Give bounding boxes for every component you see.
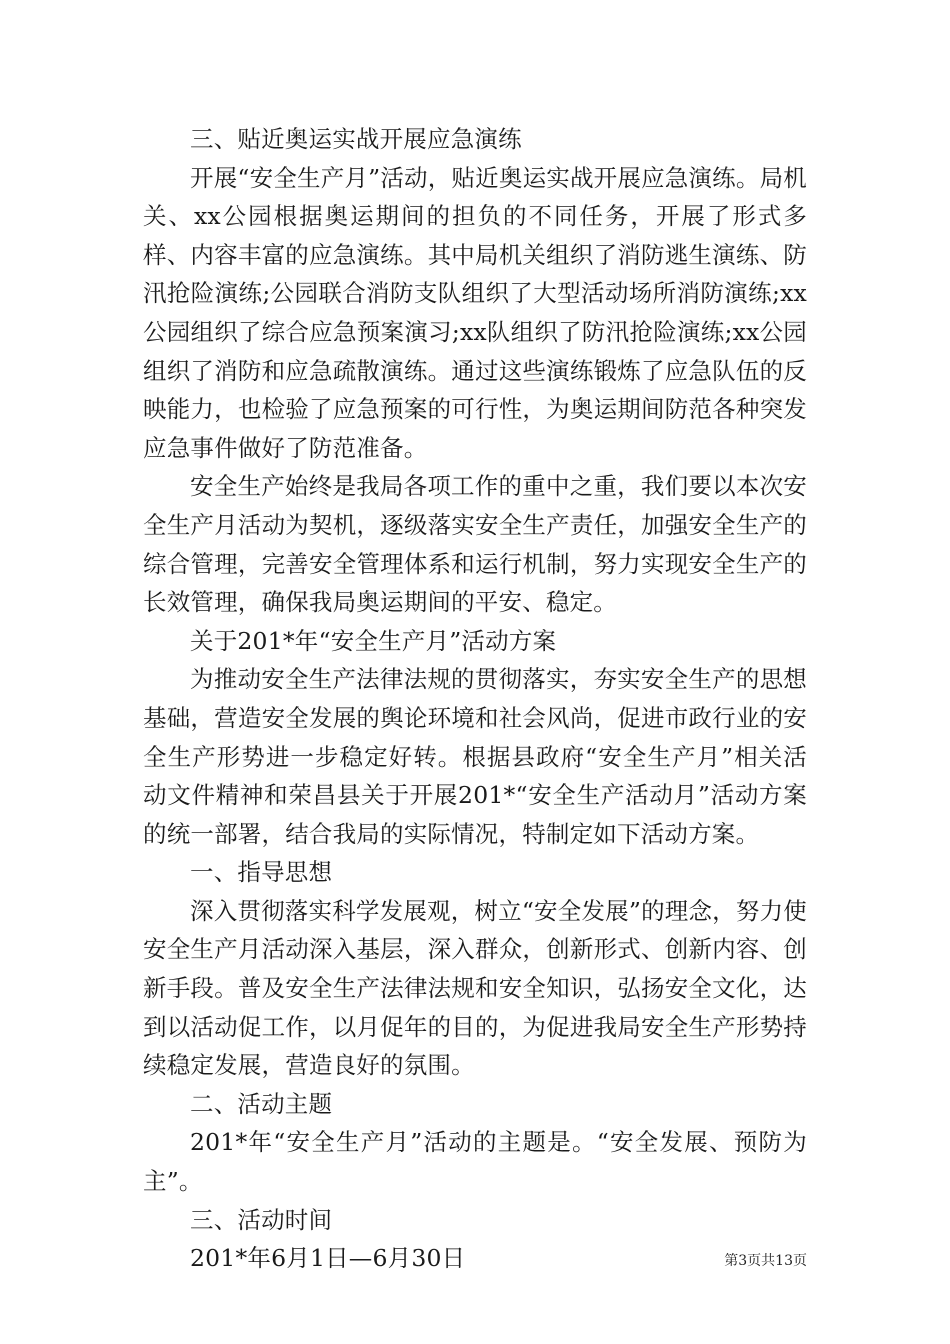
section-heading-drill: 三、贴近奥运实战开展应急演练 — [190, 125, 522, 153]
paragraph-guiding: 深入贯彻落实科学发展观，树立“安全发展”的理念，努力使安全生产月活动深入基层，深入群众，创新形式、创新内容、创新手段。普及安全生产法律法规和安全知识，弘扬安全文化，达到以活动促工作，以月促年的目的，为促进我局安全生产形势持续稳定发展，营造良好的氛围。 — [143, 896, 807, 1080]
document-body — [143, 120, 807, 1278]
plan-title: 关于201*年“安全生产月”活动方案 — [190, 626, 557, 655]
section-heading-time: 三、活动时间 — [190, 1205, 333, 1234]
page-number: 第3页共13页 — [724, 1253, 807, 1269]
paragraph-theme: 201*年“安全生产月”活动的主题是。“安全发展、预防为主”。 — [143, 1128, 807, 1196]
paragraph-drill: 开展“安全生产月”活动，贴近奥运实战开展应急演练。局机关、xx公园根据奥运期间的担负的不同任务，开展了形式多样、内容丰富的应急演练。其中局机关组织了消防逃生演练、防汛抢险演练;公园联合消防支队组织了大型活动场所消防演练;xx公园组织了综合应急预案演习;xx队组织了防汛抢险演练;xx公园组织了消防和应急疏散演练。通过这些演练锻炼了应急队伍的反映能力，也检验了应急预案的可行性，为奥运期间防范各种突发应急事件做好了防范准备。 — [143, 163, 807, 462]
paragraph-plan-intro: 为推动安全生产法律法规的贯彻落实，夯实安全生产的思想基础，营造安全发展的舆论环境和社会风尚，促进市政行业的安全生产形势进一步稳定好转。根据县政府“安全生产月”相关活动文件精神和荣昌县关于开展201*“安全生产活动月”活动方案的统一部署，结合我局的实际情况，特制定如下活动方案。 — [143, 665, 807, 848]
section-heading-theme: 二、活动主题 — [190, 1089, 333, 1118]
section-heading-guiding: 一、指导思想 — [190, 858, 333, 887]
paragraph-time: 201*年6月1日—6月30日 — [190, 1244, 466, 1273]
paragraph-conclusion: 安全生产始终是我局各项工作的重中之重，我们要以本次安全生产月活动为契机，逐级落实安全生产责任，加强安全生产的综合管理，完善安全管理体系和运行机制，努力实现安全生产的长效管理，确保我局奥运期间的平安、稳定。 — [143, 472, 807, 617]
